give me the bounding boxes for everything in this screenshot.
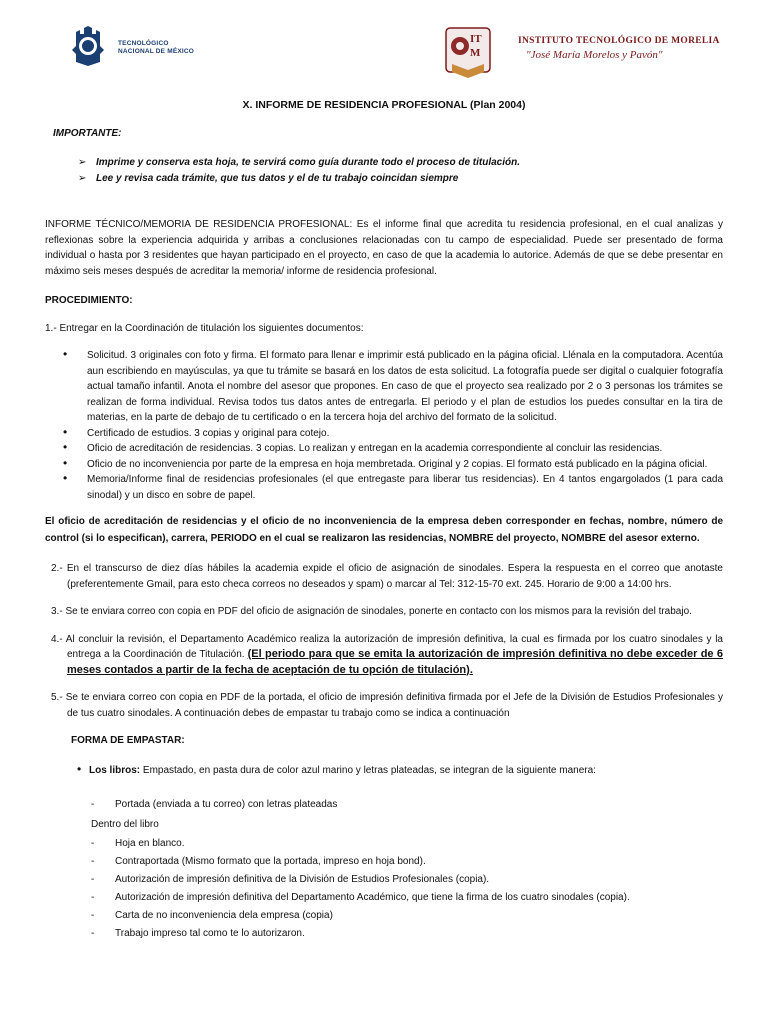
- svg-text:IT: IT: [470, 33, 482, 45]
- document-item: • Certificado de estudios. 3 copias y original para cotejo.: [87, 426, 723, 442]
- procedure-heading: PROCEDIMIENTO:: [45, 295, 133, 306]
- itm-wordmark: [518, 36, 720, 61]
- important-item: ➢ Imprime y conserva esta hoja, te servirá como guía durante todo el proceso de titulación.: [78, 155, 723, 171]
- intro-paragraph: INFORME TÉCNICO/MEMORIA DE RESIDENCIA PROFESIONAL: Es el informe final que acredita tu residencia profesional, en el cual analizas y reflexionas sobre la experiencia adquirida y arribas a conclusiones relacionadas con tu campo de especialidad. Puede ser presentado de forma individual o hasta por 3 residentes que hayan participado en el proyecto, en caso de que la academia lo autorice. Además de que se debe presentar en máximo seis meses después de acreditar la memoria/ informe de residencia profesional.: [45, 219, 723, 277]
- itm-crest-icon: [440, 20, 496, 80]
- tecnm-logo-icon: [70, 24, 106, 68]
- books-label: Los libros:: [89, 764, 141, 776]
- important-list: [45, 155, 723, 187]
- page-header: [0, 0, 768, 90]
- books-text: Empastado, en pasta dura de color azul marino y letras plateadas, se integran de la siguiente manera:: [140, 764, 596, 776]
- document-item: • Oficio de no inconveniencia por parte de la empresa en hoja membretada. Original y 2 copias. El formato está publicado en la página oficial.: [87, 457, 723, 473]
- itm-name: INSTITUTO TECNOLÓGICO DE MORELIA: [518, 36, 720, 46]
- step-2: 2.- En el transcurso de diez días hábiles la academia expide el oficio de asignación de sinodales. Espera la respuesta en el correo que anotaste (preferentemente Gmail, para esto checa correos no deseados y spam) o marcar al Tel: 312-15-70 ext. 245. Horario de 9:00 a 14:00 hrs.: [51, 563, 723, 590]
- step-4-emphasis: (El periodo para que se emita la autorización de impresión definitiva no debe exceder de 6 meses contados a partir de la fecha de aceptación de tu opción de titulación).: [67, 648, 723, 676]
- document-title: X. INFORME DE RESIDENCIA PROFESIONAL (Plan 2004): [242, 99, 526, 111]
- inside-label: Dentro del libro: [91, 819, 159, 830]
- itm-motto: "José María Morelos y Pavón": [526, 49, 663, 61]
- documents-list: [45, 348, 723, 503]
- step-1: 1.- Entregar en la Coordinación de titulación los siguientes documentos:: [45, 322, 364, 334]
- inside-item: - Contraportada (Mismo formato que la portada, impreso en hoja bond).: [91, 853, 723, 871]
- document-body: [45, 98, 723, 943]
- inside-list: [45, 835, 723, 943]
- inside-item: - Carta de no inconveniencia dela empresa (copia): [91, 907, 723, 925]
- inside-item: - Trabajo impreso tal como te lo autorizaron.: [91, 925, 723, 943]
- step-3: 3.- Se te enviara correo con copia en PDF del oficio de asignación de sinodales, ponerte en contacto con los mismos para la revisión del trabajo.: [51, 606, 692, 617]
- document-item: • Solicitud. 3 originales con foto y firma. El formato para llenar e imprimir está publicado en la página oficial. Llénala en la computadora. Acentúa aun escribiendo en mayúsculas, ya que tu trámite se basará en los datos de esta solicitud. La fotografía puede ser digital o cualquier fotografía actual tamaño infantil. Anota el nombre del asesor que propones. En caso de que el proyecto sea realizado por 2 o 3 personas los trámites se realizan de forma individual. Revisa todos tus datos antes de entregarla. El periodo y el plan de estudios los puedes consultar en la tira de materias, en la parte de debajo de tu certificado o en la tercera hoja del archivo del formato de la solicitud.: [87, 348, 723, 426]
- cover-item: - Portada (enviada a tu correo) con letras plateadas: [91, 796, 723, 814]
- binding-heading: FORMA DE EMPASTAR:: [71, 735, 185, 746]
- document-item: • Memoria/Informe final de residencias profesionales (el que entregaste para liberar tus residencias). En 4 tantos engargolados (1 para cada sinodal) y un disco en sobre de papel.: [87, 472, 723, 503]
- inside-item: - Autorización de impresión definitiva de la División de Estudios Profesionales (copia).: [91, 871, 723, 889]
- books-item: [77, 763, 723, 779]
- important-label: IMPORTANTE:: [53, 127, 122, 139]
- svg-text:M: M: [470, 47, 481, 59]
- bold-note: El oficio de acreditación de residencias y el oficio de no inconveniencia de la empresa deben corresponder en fechas, nombre, número de control (si lo especifican), carrera, PERIODO en el cual se realizaron las residencias, NOMBRE del proyecto, NOMBRE del asesor externo.: [45, 516, 723, 544]
- cover-list: [45, 796, 723, 814]
- step-5: 5.- Se te enviara correo con copia en PDF de la portada, el oficio de impresión definitiva firmada por el Jefe de la División de Estudios Profesionales y de tus cuatro sinodales. A continuación debes de empastar tu trabajo como se indica a continuación: [51, 692, 723, 719]
- step-4: [45, 632, 723, 679]
- inside-item: - Autorización de impresión definitiva del Departamento Académico, que tiene la firma de los cuatro sinodales (copia).: [91, 889, 723, 907]
- step-4-text: 4.- Al concluir la revisión, el Departamento Académico realiza la autorización de impresión definitiva, la cual es firmada por los cuatro sinodales y la entrega a la Coordinación de Titulación.: [51, 633, 723, 660]
- tecnm-wordmark: TECNOLÓGICO NACIONAL DE MÉXICO: [118, 40, 195, 55]
- document-item: • Oficio de acreditación de residencias. 3 copias. Lo realizan y entregan en la academia correspondiente al concluir las residencias.: [87, 441, 723, 457]
- important-item: ➢ Lee y revisa cada trámite, que tus datos y el de tu trabajo coincidan siempre: [78, 171, 723, 187]
- inside-item: - Hoja en blanco.: [91, 835, 723, 853]
